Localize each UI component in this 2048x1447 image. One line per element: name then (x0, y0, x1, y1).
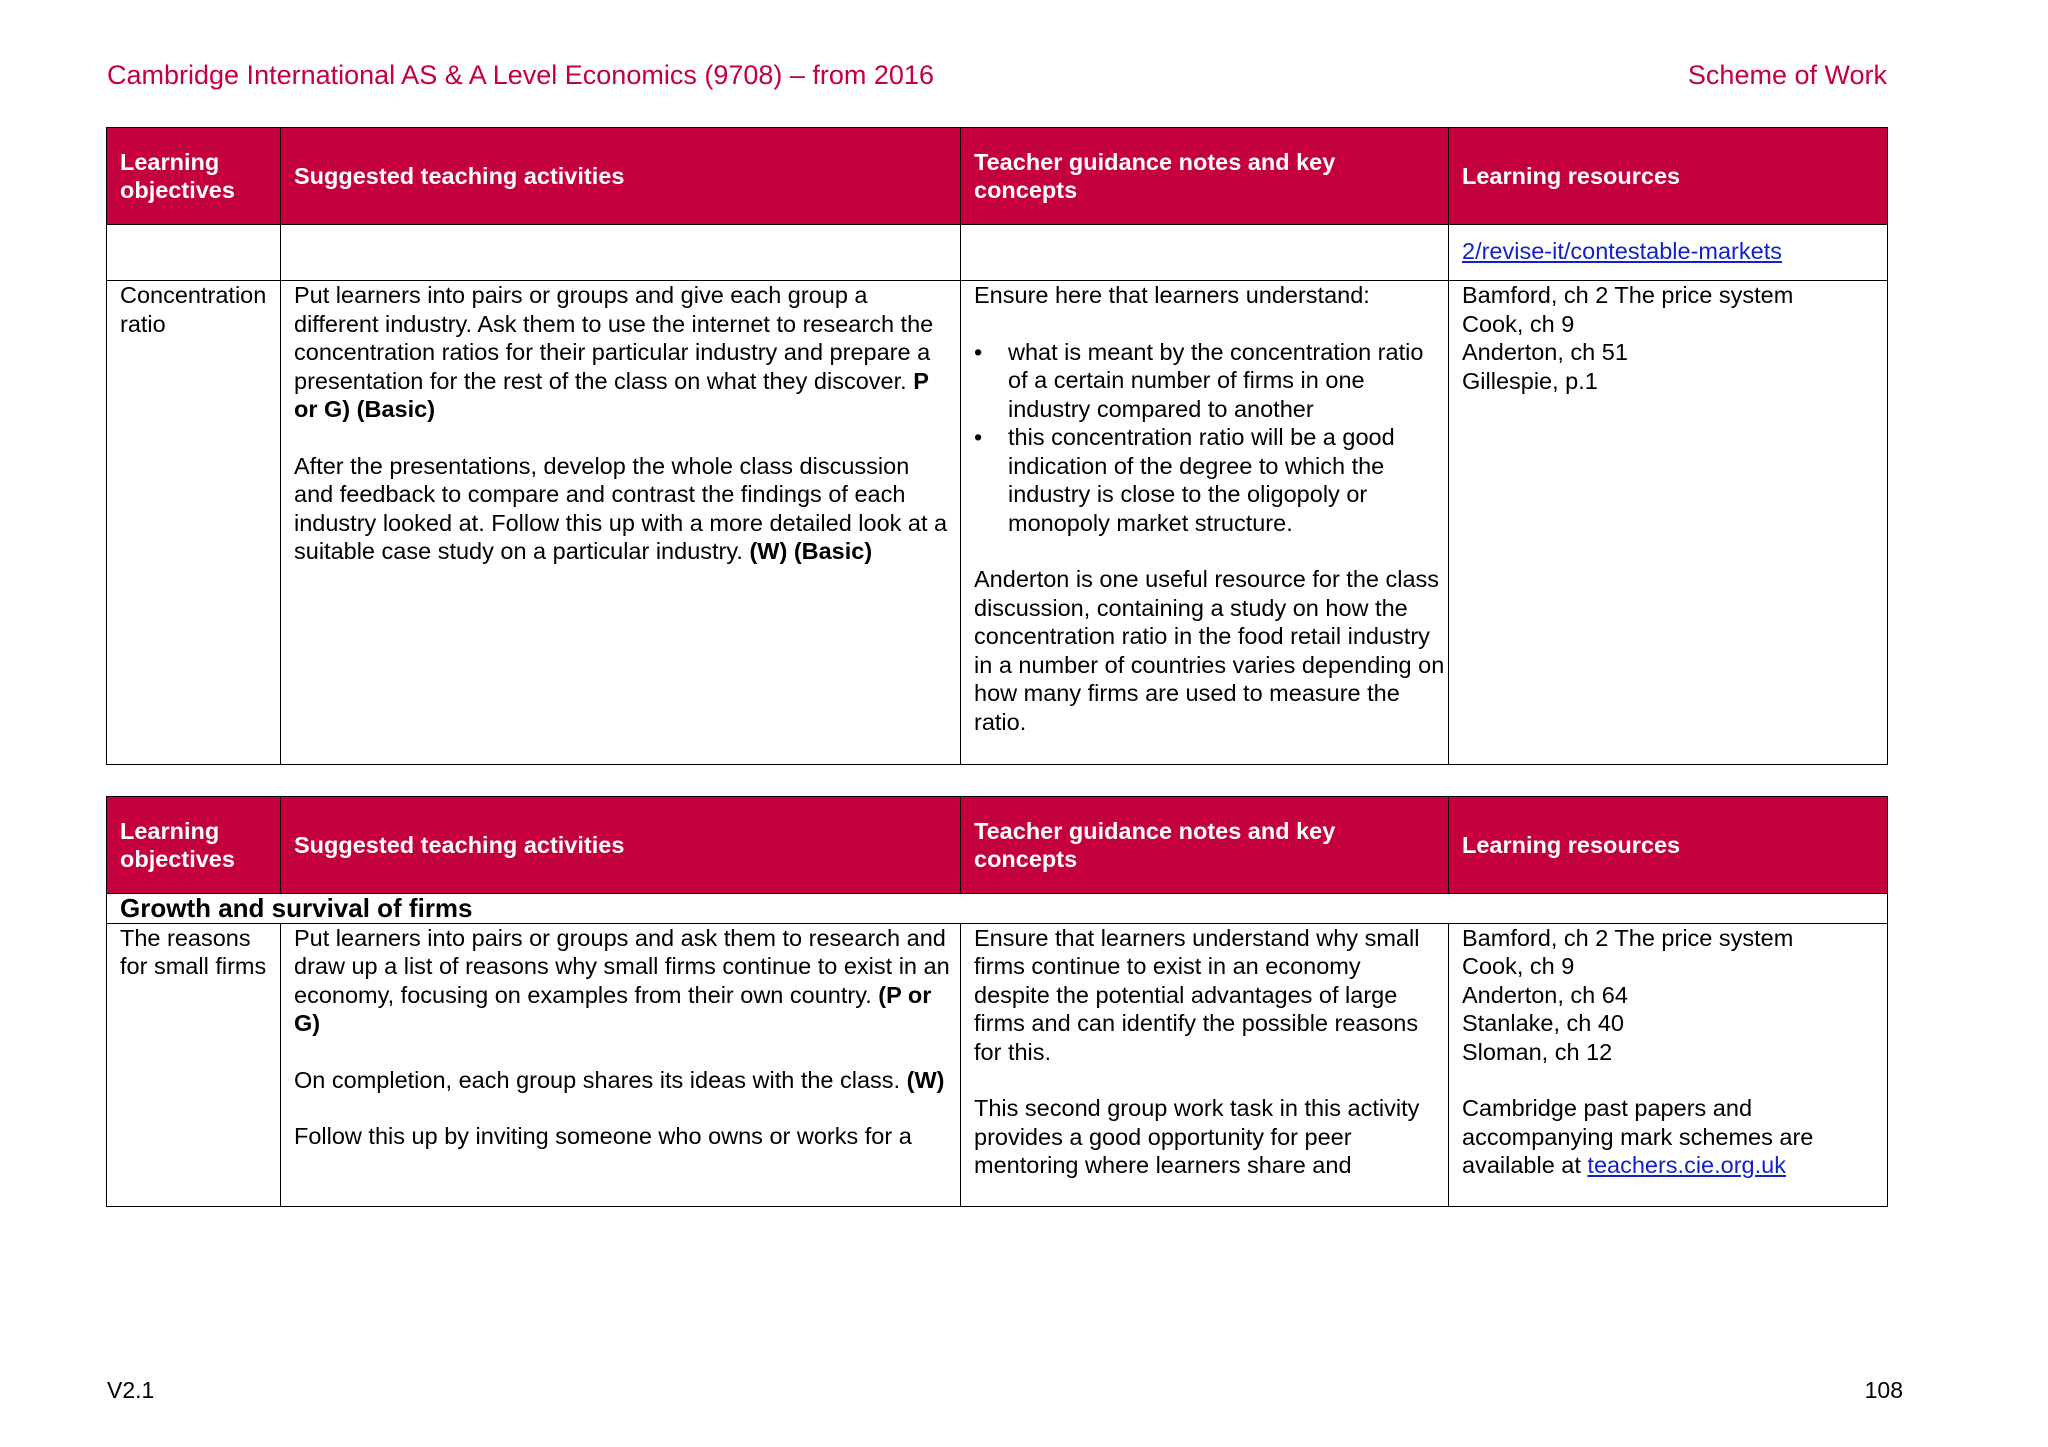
col-header-guidance: Teacher guidance notes and key concepts (961, 797, 1449, 894)
activity-paragraph: After the presentations, develop the whole class discussion and feedback to compare and contrast the findings of each industry looked at. Follow this up with a more detailed look at a suitable case study on a particular industry. (W) (Basic) (294, 452, 948, 564)
table-header-row (107, 797, 1888, 894)
document-header-right: Scheme of Work (1687, 60, 1887, 90)
resources-cell (1449, 281, 1888, 765)
table-row (107, 281, 1888, 765)
resource-item: Anderton, ch 51 (1462, 339, 1628, 365)
section-row (107, 894, 1888, 924)
activity-paragraph: Put learners into pairs or groups and give each group a different industry. Ask them to use the internet to research the concentration ratios for their particular industry and prepare a presentation for the rest of the class on what they discover. P or G) (Basic) (294, 282, 934, 422)
activities-cell (281, 923, 961, 1206)
objective-cell: Concentration ratio (107, 281, 281, 765)
scheme-table-1 (106, 127, 1888, 765)
document-header-title: Cambridge International AS & A Level Economics (9708) – from 2016 (107, 60, 934, 90)
col-header-resources: Learning resources (1449, 797, 1888, 894)
past-papers-note: Cambridge past papers and accompanying mark schemes are available at teachers.cie.org.uk (1462, 1095, 1814, 1178)
guidance-cell (961, 923, 1449, 1206)
resource-item: Anderton, ch 64 (1462, 981, 1628, 1008)
guidance-intro: Ensure here that learners understand: (974, 282, 1370, 308)
resource-item: Bamford, ch 2 The price system (1462, 282, 1794, 308)
col-header-objectives: Learning objectives (107, 797, 281, 894)
resource-item: Gillespie, p.1 (1462, 367, 1598, 394)
table-row (107, 225, 1888, 281)
list-item: • what is meant by the concentration ratio of a certain number of firms in one industry compared to another (1008, 338, 1438, 424)
resources-cell (1449, 923, 1888, 1206)
table-row (107, 923, 1888, 1206)
col-header-objectives: Learning objectives (107, 128, 281, 225)
footer-version: V2.1 (107, 1377, 155, 1403)
resource-item: Stanlake, ch 40 (1462, 1010, 1624, 1036)
list-item: • this concentration ratio will be a good indication of the degree to which the industry is close to the oligopoly or monopoly market structure. (1008, 423, 1438, 537)
col-header-resources: Learning resources (1449, 128, 1888, 225)
resource-item: Cook, ch 9 (1462, 310, 1575, 337)
table-header-row (107, 128, 1888, 225)
guidance-cell (961, 281, 1449, 765)
resource-item: Sloman, ch 12 (1462, 1038, 1613, 1065)
activity-paragraph: Follow this up by inviting someone who owns or works for a (294, 1123, 912, 1149)
scheme-table-2 (106, 796, 1888, 1207)
resource-item: Bamford, ch 2 The price system (1462, 924, 1794, 951)
activity-paragraph: Put learners into pairs or groups and ask them to research and draw up a list of reasons why small firms continue to exist in an economy, focusing on examples from their own country. (P or G) (294, 924, 950, 1036)
teachers-cie-link[interactable]: teachers.cie.org.uk (1587, 1152, 1786, 1178)
guidance-paragraph: Anderton is one useful resource for the class discussion, containing a study on how the concentration ratio in the food retail industry in a number of countries varies depending on how many firms are used to measure the ratio. (974, 566, 1445, 735)
section-title: Growth and survival of firms (107, 894, 1888, 924)
col-header-activities: Suggested teaching activities (281, 128, 961, 225)
col-header-guidance: Teacher guidance notes and key concepts (961, 128, 1449, 225)
activities-cell (281, 281, 961, 765)
guidance-paragraph: Ensure that learners understand why small firms continue to exist in an economy despite the potential advantages of large firms and can identify the possible reasons for this. (974, 924, 1420, 1065)
objective-cell: The reasons for small firms (107, 923, 281, 1206)
guidance-list (974, 338, 1438, 538)
resource-item: Cook, ch 9 (1462, 953, 1575, 979)
guidance-paragraph: This second group work task in this activity provides a good opportunity for peer mentoring where learners share and (974, 1095, 1420, 1178)
activity-paragraph: On completion, each group shares its ideas with the class. (W) (294, 1066, 945, 1093)
col-header-activities: Suggested teaching activities (281, 797, 961, 894)
page-number: 108 (1864, 1377, 1903, 1403)
contestable-markets-link[interactable]: 2/revise-it/contestable-markets (1462, 238, 1782, 264)
